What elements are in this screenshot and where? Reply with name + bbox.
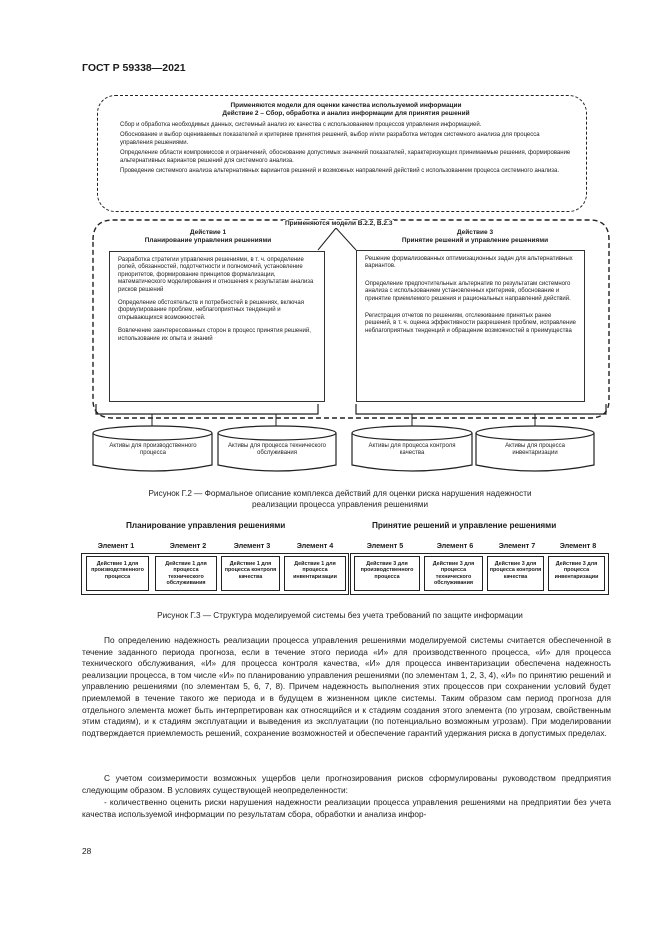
asset-label: Активы для процесса технического обслуживания (228, 443, 326, 457)
body-paragraph-2: С учетом соизмеримости возможных ущербов цели прогнозирования рисков сформулированы руководством предприятия следующим образом. В условиях существующей неопределенности: (82, 773, 611, 795)
figure-g2-caption: Рисунок Г.2 — Формальное описание комплекса действий для оценки риска нарушения надежности реализации процесса управления решениями (148, 489, 532, 509)
action-3-box (356, 250, 585, 402)
element-box: Действие 1 для процесса технического обслуживания (155, 556, 217, 591)
action-2-item: Проведение системного анализа альтернативных вариантов решений и возможных направлений действий с использованием процесса системного анализа. (120, 168, 560, 175)
element-label: Элемент 5 (366, 541, 404, 550)
action-3-subtitle: Принятие решений и управление решениями (401, 237, 549, 244)
action-2-box (97, 95, 587, 212)
action-2-title: Действие 2 – Сбор, обработка и анализ информации для принятия решений (222, 110, 470, 117)
element-box: Действие 1 для процесса контроля качества (221, 556, 280, 591)
element-box: Действие 1 для производственного процесса (86, 556, 149, 591)
element-box: Действие 3 для производственного процесса (354, 556, 420, 591)
action-1-box (109, 251, 325, 402)
asset-label: Активы для производственного процесса (109, 443, 197, 457)
element-box: Действие 3 для процесса технического обслуживания (424, 556, 483, 591)
action-3-item: Решение формализованных оптимизационных задач для альтернативных вариантов. (365, 256, 573, 270)
body-paragraph-1: По определению надежность реализации процесса управления решениями моделируемой системы считается обеспеченной в течение заданного периода прогноза, если в течение этого периода «И» для производственного процесса, «И» для процесса технического обслуживания, «И» для процесса контроля качества, «И» для процесса инвентаризации обеспечена надежность реализации процесса, в том числе «И» по планированию управления решениями (по элементам 1, 2, 3, 4), «И» по принятию решений и управлению решениями (по элементам 5, 6, 7, 8). Причем надежность выполнения этих процессов при сохранении условий будет приемлемой в течение такого же периода и в будущем в жизненном цикле системы. Таким образом сам период прогноза для отдельного элемента может быть интерпретирован как относящийся и к стадиям создания этого элемента (по угрозам, свойственным этим стадиям), и к стадиям эксплуатации и выведения из эксплуатации (по потенциально возможным угрозам). При моделировании подтверждается приемлемость решений, сохранение возможностей и обеспечение гарантий удержания риска в допустимых пределах. (82, 635, 611, 738)
element-label: Элемент 2 (169, 541, 207, 550)
element-label: Элемент 6 (436, 541, 474, 550)
group-decision-title: Принятие решений и управление решениями (372, 521, 557, 530)
element-label: Элемент 4 (296, 541, 334, 550)
document-id: ГОСТ Р 59338—2021 (82, 62, 186, 74)
group-planning-title: Планирование управления решениями (126, 521, 286, 530)
figure-g3-caption: Рисунок Г.3 — Структура моделируемой системы без учета требований по защите информации (157, 611, 523, 620)
action-1-item: Разработка стратегии управления решениями, в т. ч. определение ролей, обязанностей, подотчетности и полномочий, установление приоритетов, формирование принципов формализации, математического моделирования и отношения к результатам анализа рисков решений (118, 257, 314, 293)
element-label: Элемент 7 (498, 541, 536, 550)
page-number: 28 (82, 846, 92, 856)
action-3-item: Регистрация отчетов по решениям, отслеживание принятых ранее решений, в т. ч. оценка эффективности разрешения проблем, исправление неблагоприятных тенденций и обращение возможностей в преимущества (365, 313, 577, 334)
models-label: Применяются модели В.2.2, В.2.3 (285, 220, 393, 227)
element-box: Действие 3 для процесса инвентаризации (548, 556, 605, 591)
action-3-item: Определение предпочтительных альтернатив по результатам системного анализа с использованием установленных критериев, обоснование и принятие приемлемого решения и рациональных направлений действий. (365, 280, 571, 302)
action-2-models-title: Применяются модели для оценки качества используемой информации (230, 102, 462, 109)
action-2-item: Сбор и обработка необходимых данных, системный анализ их качества с использованием процессов управления информацией. (120, 122, 482, 128)
action-2-item: Обоснование и выбор оцениваемых показателей и критериев принятия решений, выбор и/или разработка методик системного анализа для процесса управления решениями. (120, 132, 540, 146)
action-1-header (100, 229, 316, 245)
action-2-item: Определение области компромиссов и ограничений, обоснование допустимых значений показателей, характеризующих принимаемые решения, формирование альтернативных вариантов решений для системного анализа. (120, 150, 571, 164)
element-label: Элемент 3 (233, 541, 271, 550)
action-3-header (362, 229, 588, 245)
action-3-title: Действие 3 (456, 229, 494, 236)
element-box: Действие 1 для процесса инвентаризации (284, 556, 346, 591)
action-1-item: Вовлечение заинтересованных сторон в процесс принятия решений, использование их опыта и знаний (118, 328, 311, 342)
body-paragraph-3: - количественно оценить риски нарушения надежности реализации процесса управления решениями на предприятии без учета качества используемой информации по результатам сбора, обработки и анализа инфор- (82, 797, 611, 819)
action-1-title: Действие 1 (189, 229, 227, 236)
element-label: Элемент 8 (559, 541, 597, 550)
action-1-subtitle: Планирование управления решениями (144, 237, 272, 244)
action-1-item: Определение обстоятельств и потребностей в решениях, включая формулирование проблем, неблагоприятных тенденций и открывающихся возможностей. (118, 300, 304, 321)
element-box: Действие 3 для процесса контроля качества (487, 556, 544, 591)
asset-label: Активы для процесса инвентаризации (505, 443, 565, 457)
asset-label: Активы для процесса контроля качества (368, 443, 456, 457)
element-label: Элемент 1 (97, 541, 135, 550)
